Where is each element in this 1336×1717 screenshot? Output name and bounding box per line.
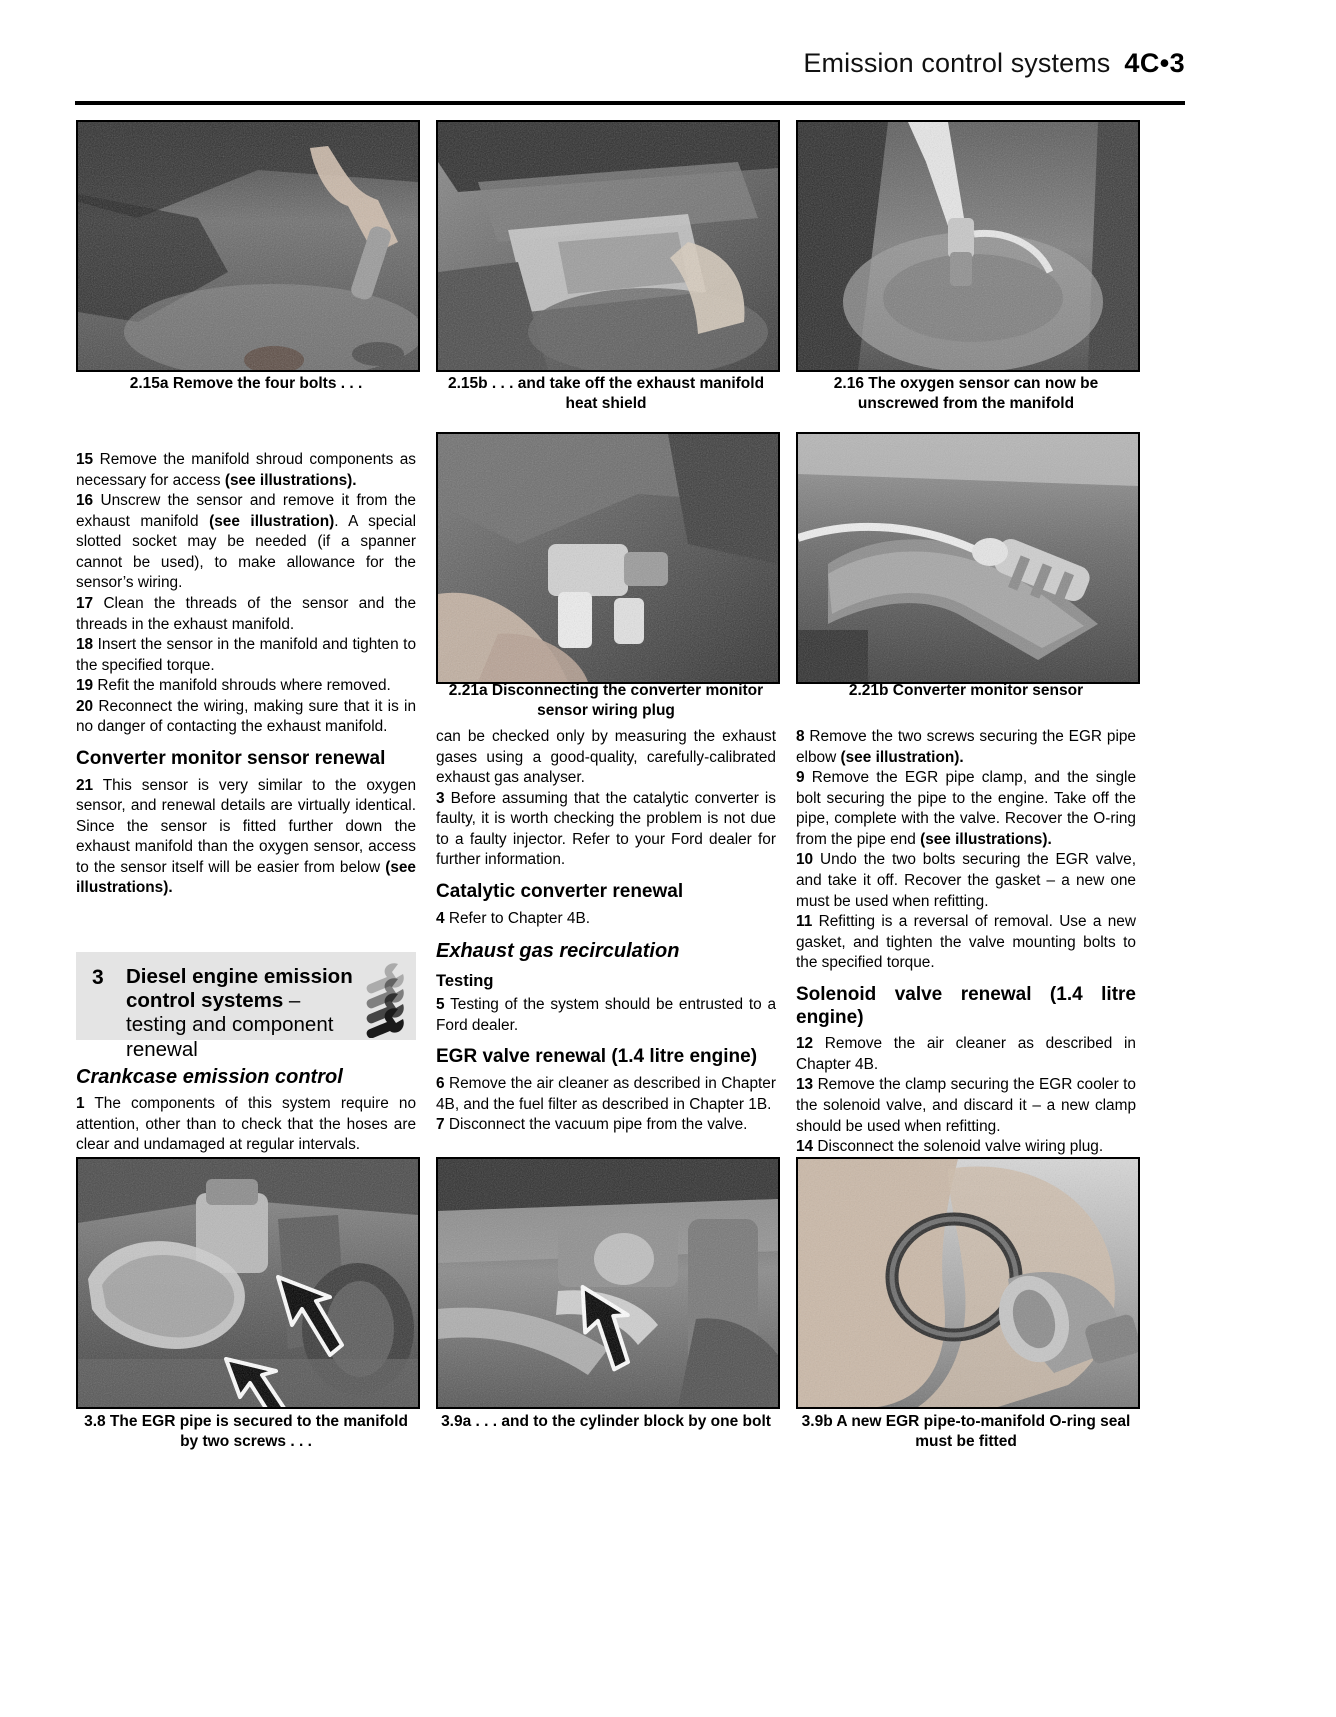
para-20-text: Reconnect the wiring, making sure that it is in no danger of contacting the exhaust manifold. (76, 697, 417, 736)
para-1-text: The components of this system require no attention, other than to check that the hoses are clear and undamaged at regular intervals. (76, 1095, 417, 1154)
para-13-text: Remove the clamp securing the EGR cooler to the solenoid valve, and discard it – a new clamp should be used when refitting. (796, 1076, 1136, 1135)
para-7-text: Disconnect the vacuum pipe from the valve. (448, 1116, 748, 1134)
section-title-regular: – testing and component renewal (126, 989, 334, 1061)
heading-solenoid-valve-renewal: Solenoid valve renewal (1.4 litre engine) (796, 983, 1136, 1028)
heading-testing-middle: Testing (436, 972, 494, 991)
para-4 (436, 909, 776, 930)
para-4-number: 4 (436, 909, 445, 927)
para-15-bold: (see illustrations). (224, 471, 357, 489)
para-2-continued: can be checked only by measuring the exhaust gases using a good-quality, carefully-calibrated exhaust gas analyser. (436, 728, 776, 787)
para-16 (76, 491, 416, 594)
photo-2-16 (796, 120, 1140, 372)
header-rule (75, 101, 1185, 105)
caption-2-21b: 2.21b Converter monitor sensor (848, 682, 1084, 699)
para-19-text: Refit the manifold shrouds where removed. (97, 677, 391, 695)
photo-2-21a (436, 432, 780, 684)
caption-2-15b: 2.15b . . . and take off the exhaust manifold heat shield (447, 375, 765, 412)
para-8-text: Remove the two screws securing the EGR pipe elbow (796, 728, 1136, 766)
para-21-bold: (see illustrations). (76, 858, 416, 897)
para-9-bold: (see illustrations). (920, 830, 1052, 848)
para-10 (796, 850, 1136, 912)
para-9 (796, 768, 1136, 850)
para-21 (76, 776, 416, 899)
para-5 (436, 995, 776, 1036)
para-3-text: Before assuming that the catalytic converter is faulty, it is worth checking the problem is not due to a faulty injector. Refer to your Ford dealer for further information. (436, 789, 776, 869)
heading-crankcase-emission-control: Crankcase emission control (76, 1066, 343, 1088)
heading-converter-monitor-sensor-renewal: Converter monitor sensor renewal (76, 747, 386, 769)
para-10-text: Undo the two bolts securing the EGR valve, and take it off. Recover the gasket – a new one must be used when refitting. (796, 851, 1136, 910)
photo-2-15a (76, 120, 420, 372)
para-6-number: 6 (436, 1075, 445, 1093)
para-18-number: 18 (76, 636, 94, 654)
para-19-number: 19 (76, 677, 94, 695)
spanner-rating-icon (362, 960, 408, 1038)
para-20 (76, 697, 416, 738)
para-16-bold: (see illustration) (209, 512, 335, 530)
caption-2-15a: 2.15a Remove the four bolts . . . (129, 375, 363, 392)
para-1 (76, 1094, 416, 1156)
section-title (126, 965, 361, 1062)
para-7-number: 7 (436, 1116, 445, 1134)
para-18 (76, 635, 416, 676)
para-14-text: Disconnect the solenoid valve wiring plug. (817, 1138, 1104, 1156)
middle-column (436, 727, 776, 1136)
section-title-bold: Diesel engine emission control systems (126, 965, 353, 1013)
para-9-number: 9 (796, 769, 805, 787)
para-11-number: 11 (796, 913, 813, 931)
para-6-text: Remove the air cleaner as described in Chapter 4B, and the fuel filter as described in Chapter 1B. (436, 1075, 776, 1113)
para-14 (796, 1137, 1136, 1158)
para-13-number: 13 (796, 1076, 814, 1094)
caption-2-16: 2.16 The oxygen sensor can now be unscrewed from the manifold (833, 375, 1099, 412)
caption-2-21a: 2.21a Disconnecting the converter monitor sensor wiring plug (448, 682, 764, 719)
para-5-text: Testing of the system should be entrusted to a Ford dealer. (436, 996, 777, 1034)
para-12-text: Remove the air cleaner as described in Chapter 4B. (796, 1035, 1136, 1073)
para-10-number: 10 (796, 851, 814, 869)
para-15-text: Remove the manifold shroud components as necessary for access (76, 451, 417, 489)
para-9-text: Remove the EGR pipe clamp, and the single bolt securing the pipe to the engine. Take off the pipe, complete with the valve. Recover the O-ring from the pipe end (796, 769, 1137, 848)
right-column (796, 727, 1136, 1178)
para-8 (796, 727, 1136, 768)
para-17 (76, 594, 416, 635)
para-21-text: This sensor is very similar to the oxygen sensor, and renewal details are virtually identical. Since the sensor is fitted further down the exhaust manifold than the oxygen sensor, access to the sensor itself will be easier from below (76, 776, 417, 876)
para-14-number: 14 (796, 1138, 814, 1156)
page-header (75, 48, 1185, 79)
caption-3-9b: 3.9b A new EGR pipe-to-manifold O-ring seal must be fitted (801, 1413, 1131, 1450)
page-number: 4C•3 (1124, 48, 1185, 78)
para-11-text: Refitting is a reversal of removal. Use a new gasket, and tighten the valve mounting bolts to the specified torque. (796, 913, 1136, 972)
para-8-bold: (see illustration). (840, 748, 964, 766)
para-3-number: 3 (436, 789, 445, 807)
heading-egr-valve-renewal: EGR valve renewal (1.4 litre engine) (436, 1046, 758, 1068)
para-18-text: Insert the sensor in the manifold and tighten to the specified torque. (76, 636, 417, 674)
para-13 (796, 1075, 1136, 1137)
left-column (76, 450, 416, 899)
caption-3-9a: 3.9a . . . and to the cylinder block by one bolt (441, 1413, 771, 1430)
para-15-number: 15 (76, 451, 94, 468)
para-1-number: 1 (76, 1095, 85, 1112)
heading-exhaust-gas-recirculation: Exhaust gas recirculation (436, 940, 680, 963)
para-17-number: 17 (76, 594, 94, 612)
photo-2-21b (796, 432, 1140, 684)
para-16-text-b: . A special slotted socket may be needed (if a spanner cannot be used), to make allowance for the sensor’s wiring. (76, 512, 416, 592)
para-15 (76, 450, 416, 491)
heading-catalytic-converter-renewal: Catalytic converter renewal (436, 880, 684, 902)
photo-2-15b (436, 120, 780, 372)
para-11 (796, 912, 1136, 974)
caption-3-8: 3.8 The EGR pipe is secured to the manifold by two screws . . . (84, 1413, 408, 1450)
para-4-text: Refer to Chapter 4B. (448, 909, 590, 927)
para-16-text-a: Unscrew the sensor and remove it from the exhaust manifold (76, 492, 416, 530)
para-3 (436, 789, 776, 871)
para-12-number: 12 (796, 1035, 814, 1053)
section-number: 3 (92, 966, 104, 989)
para-12 (796, 1034, 1136, 1075)
para-17-text: Clean the threads of the sensor and the threads in the exhaust manifold. (76, 594, 417, 633)
para-16-number: 16 (76, 492, 94, 510)
photo-3-8 (76, 1157, 420, 1409)
para-20-number: 20 (76, 697, 94, 715)
para-5-number: 5 (436, 996, 445, 1014)
para-19 (76, 676, 416, 697)
para-6 (436, 1074, 776, 1115)
para-7 (436, 1115, 776, 1136)
photo-3-9a (436, 1157, 780, 1409)
photo-3-9b (796, 1157, 1140, 1409)
para-8-number: 8 (796, 728, 805, 745)
para-21-number: 21 (76, 776, 94, 794)
section-heading-box (76, 952, 416, 1061)
page-title: Emission control systems (803, 48, 1111, 78)
